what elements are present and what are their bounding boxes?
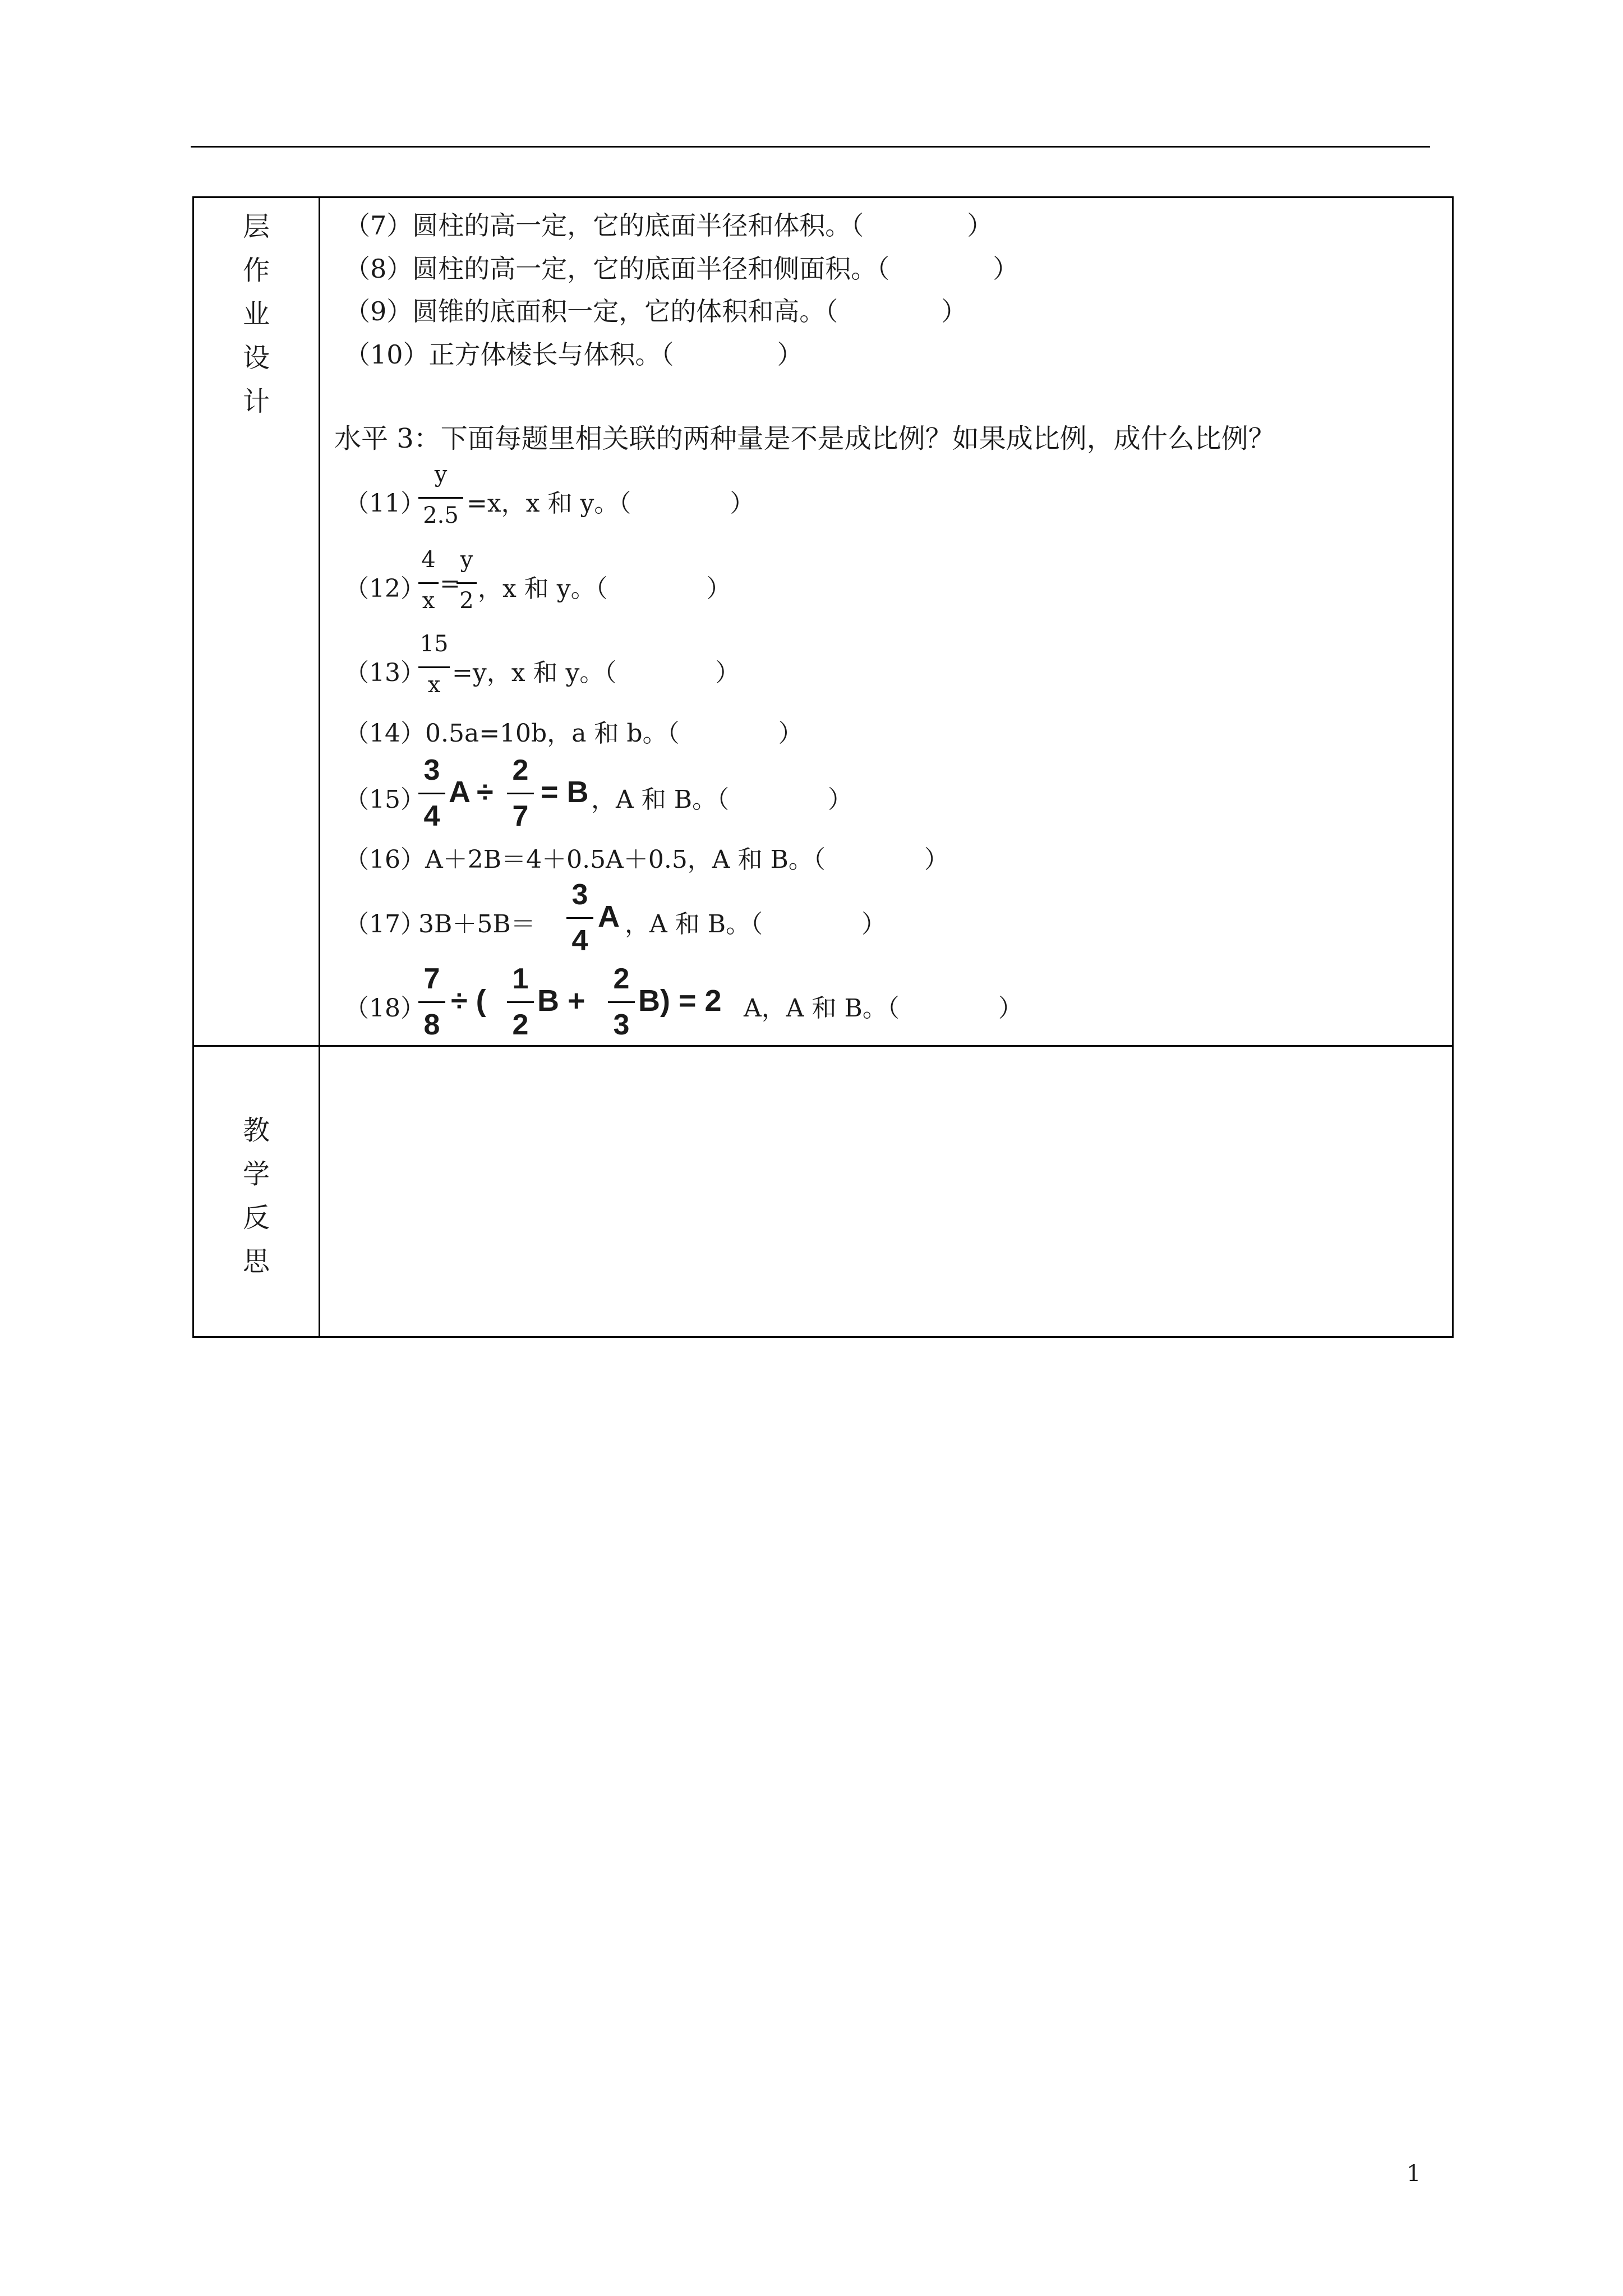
denominator: 2.5 — [423, 503, 459, 528]
question-label: （11） — [344, 489, 425, 518]
fraction — [608, 962, 635, 1046]
variable-a: A — [449, 775, 471, 809]
homework-design-label — [194, 205, 319, 424]
question-label: （17） — [344, 910, 425, 938]
label-char: 层 — [242, 211, 270, 242]
denominator: 7 — [512, 800, 529, 832]
equation-lhs: 3B＋5B＝ — [418, 910, 536, 938]
denominator: 4 — [423, 800, 440, 832]
question-label: （12） — [344, 574, 425, 603]
question-text: ，A 和 B。（ ） — [591, 785, 853, 814]
label-char: 思 — [242, 1246, 270, 1277]
label-char: 设 — [242, 342, 270, 374]
equals-sign: = — [440, 569, 460, 598]
fraction — [566, 878, 593, 962]
question-13 — [344, 631, 1017, 710]
page-number: 1 — [1407, 2161, 1421, 2187]
fraction-bar — [566, 917, 593, 919]
fraction — [457, 547, 477, 625]
question-text: =x，x 和 y。（ ） — [467, 489, 755, 518]
question-label: （18） — [344, 994, 425, 1023]
teaching-reflection-label — [194, 1108, 319, 1283]
operator: B + — [537, 984, 585, 1018]
fraction-bar — [418, 497, 463, 499]
numerator: 3 — [423, 754, 440, 786]
numerator: 7 — [423, 963, 440, 995]
operator: ÷ ( — [451, 984, 486, 1018]
level-3-instruction: 水平 3：下面每题里相关联的两种量是不是成比例？如果成比例，成什么比例？ — [334, 423, 1275, 454]
question-text: A，A 和 B。（ ） — [744, 994, 1023, 1023]
fraction — [507, 962, 534, 1046]
fraction — [507, 753, 534, 838]
numerator: 3 — [571, 878, 588, 911]
question-12 — [344, 547, 1017, 625]
question-18 — [344, 962, 1186, 1046]
fraction-bar — [608, 1001, 635, 1003]
question-15 — [344, 753, 1017, 838]
question-8: （8）圆柱的高一定，它的底面半径和侧面积。（ ） — [344, 254, 1019, 284]
numerator: 4 — [421, 547, 436, 573]
question-label: （15） — [344, 785, 425, 814]
question-text: =y，x 和 y。（ ） — [452, 659, 740, 687]
fraction-bar — [507, 1001, 534, 1003]
label-char: 作 — [242, 255, 270, 286]
question-text: ，A 和 B。（ ） — [625, 910, 887, 938]
numerator: 2 — [613, 963, 630, 995]
question-label: （13） — [344, 659, 425, 687]
fraction — [418, 462, 463, 540]
denominator: 3 — [613, 1009, 630, 1041]
label-char: 业 — [242, 298, 270, 330]
denominator: x — [427, 672, 441, 698]
question-11 — [344, 462, 1017, 540]
question-16: （16）A＋2B＝4＋0.5A＋0.5，A 和 B。（ ） — [344, 845, 949, 874]
fraction — [418, 547, 439, 625]
denominator: x — [422, 588, 435, 614]
denominator: 4 — [571, 924, 588, 957]
column-divider — [319, 198, 320, 1336]
equation-rhs: = B — [541, 775, 589, 809]
numerator: y — [434, 462, 448, 487]
operator: B) = 2 — [638, 984, 722, 1018]
variable-a: A — [598, 900, 620, 933]
fraction — [418, 962, 445, 1046]
fraction-bar — [457, 582, 477, 584]
worksheet-table — [192, 196, 1454, 1338]
question-14: （14）0.5a=10b，a 和 b。（ ） — [344, 719, 803, 748]
fraction — [418, 631, 450, 710]
label-char: 教 — [242, 1115, 270, 1146]
label-char: 学 — [242, 1158, 270, 1190]
fraction — [418, 753, 445, 838]
header-rule — [191, 146, 1430, 148]
denominator: 2 — [459, 588, 474, 614]
numerator: 2 — [512, 754, 529, 786]
denominator: 2 — [512, 1009, 529, 1041]
denominator: 8 — [423, 1009, 440, 1041]
fraction-bar — [507, 793, 534, 794]
divide-sign: ÷ — [477, 775, 494, 809]
fraction-bar — [418, 666, 450, 668]
numerator: y — [460, 547, 473, 573]
question-9: （9）圆锥的底面积一定，它的体积和高。（ ） — [344, 296, 967, 326]
question-17 — [344, 878, 1017, 962]
question-text: ，x 和 y。（ ） — [478, 574, 731, 603]
label-char: 计 — [242, 386, 270, 417]
numerator: 1 — [512, 963, 529, 995]
numerator: 15 — [419, 631, 449, 657]
question-7: （7）圆柱的高一定，它的底面半径和体积。（ ） — [344, 210, 993, 241]
fraction-bar — [418, 793, 445, 794]
label-char: 反 — [242, 1202, 270, 1234]
fraction-bar — [418, 582, 439, 584]
fraction-bar — [418, 1001, 445, 1003]
question-10: （10）正方体棱长与体积。（ ） — [344, 339, 803, 370]
